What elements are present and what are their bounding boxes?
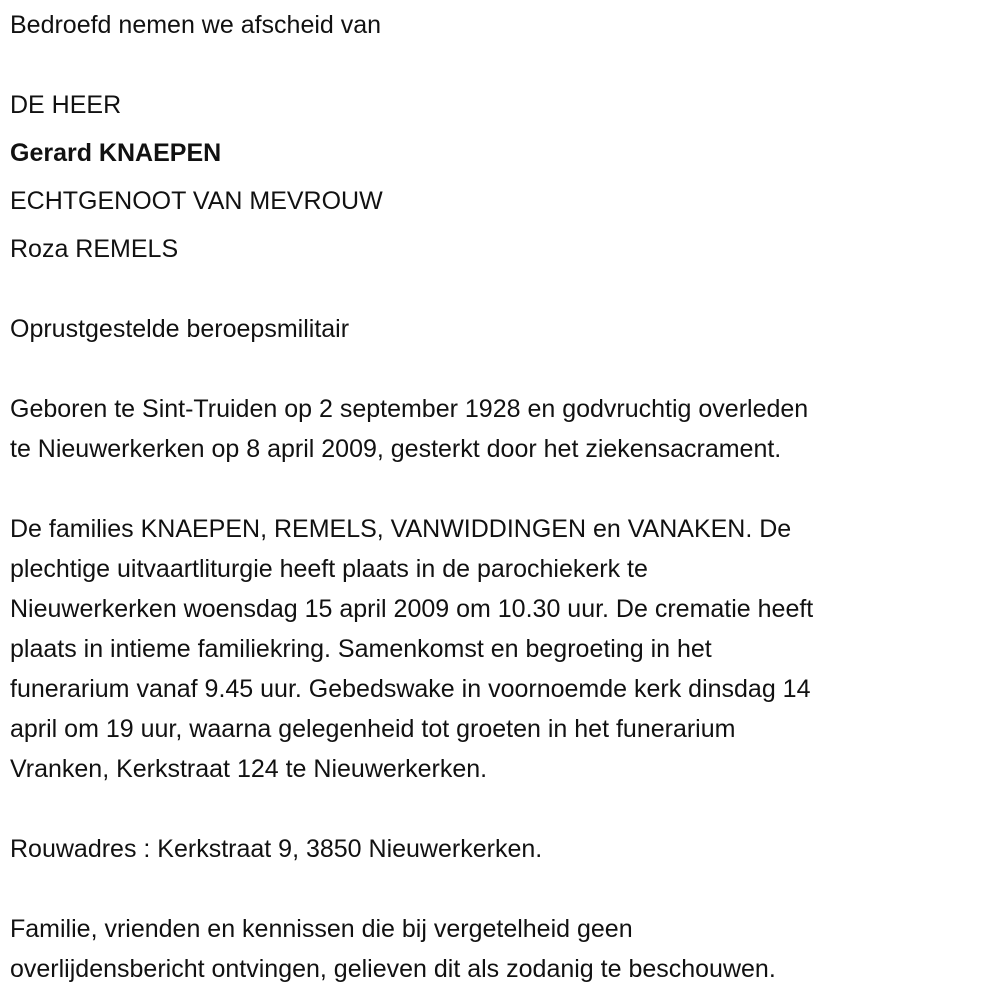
paragraph-line: april om 19 uur, waarna gelegenheid tot groeten in het funerarium [10, 715, 736, 743]
deceased-heading [10, 81, 813, 273]
closing-paragraph [10, 909, 813, 989]
paragraph-line: plechtige uitvaartliturgie heeft plaats in de parochiekerk te [10, 555, 648, 583]
deceased-name: Gerard KNAEPEN [10, 139, 222, 167]
paragraph-line: De families KNAEPEN, REMELS, VANWIDDINGEN en VANAKEN. De [10, 515, 792, 543]
funeral-paragraph [10, 509, 813, 789]
occupation-text: Oprustgestelde beroepsmilitair [10, 315, 350, 343]
relation-text: ECHTGENOOT VAN MEVROUW [10, 187, 383, 215]
paragraph-line: plaats in intieme familiekring. Samenkomst en begroeting in het [10, 635, 712, 663]
paragraph-line: te Nieuwerkerken op 8 april 2009, gesterkt door het ziekensacrament. [10, 435, 782, 463]
paragraph-line: Nieuwerkerken woensdag 15 april 2009 om 10.30 uur. De crematie heeft [10, 595, 814, 623]
address-text: Rouwadres : Kerkstraat 9, 3850 Nieuwerkerken. [10, 835, 543, 863]
paragraph-line: Familie, vrienden en kennissen die bij vergetelheid geen [10, 915, 633, 943]
spouse-name: Roza REMELS [10, 235, 179, 263]
paragraph-line: overlijdensbericht ontvingen, gelieven dit als zodanig te beschouwen. [10, 955, 776, 983]
paragraph-line: Vranken, Kerkstraat 124 te Nieuwerkerken. [10, 755, 488, 783]
paragraph-line: funerarium vanaf 9.45 uur. Gebedswake in voornoemde kerk dinsdag 14 [10, 675, 811, 703]
occupation-paragraph [10, 309, 813, 349]
address-paragraph [10, 829, 813, 869]
birth-death-paragraph [10, 389, 813, 469]
paragraph-line: Geboren te Sint-Truiden op 2 september 1928 en godvruchtig overleden [10, 395, 809, 423]
title-text: DE HEER [10, 91, 122, 119]
intro-text: Bedroefd nemen we afscheid van [10, 11, 382, 39]
death-notice [10, 5, 813, 989]
